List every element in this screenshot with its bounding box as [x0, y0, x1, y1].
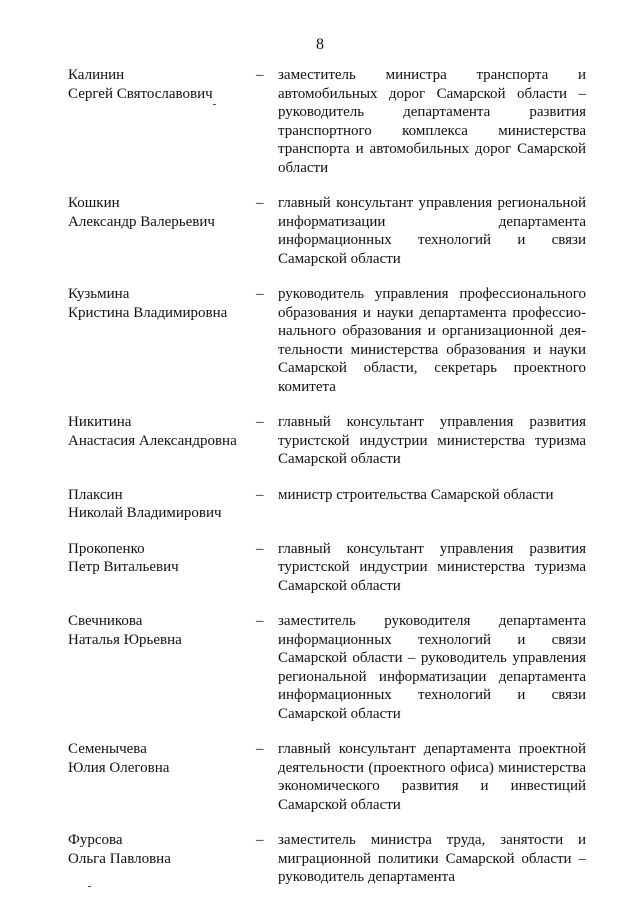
- list-item: [68, 612, 588, 723]
- dash: –: [256, 195, 264, 211]
- surname: Прокопенко: [68, 540, 145, 557]
- surname: Семенычева: [68, 741, 147, 757]
- dash: –: [256, 67, 264, 83]
- person-name: [68, 285, 256, 322]
- given-names: Ольга Павловна: [68, 850, 171, 867]
- list-item: [68, 413, 588, 469]
- scan-speck: [88, 886, 91, 887]
- dash: –: [256, 540, 264, 557]
- person-name: [68, 66, 256, 103]
- given-names: Николай Владимирович: [68, 505, 222, 521]
- person-name: [68, 540, 256, 577]
- person-name: [68, 740, 256, 777]
- position-text: главный консультант управления развития туристской индустрии министерства туризма Самарской области: [278, 414, 586, 467]
- list-item: [68, 740, 588, 814]
- given-names: Наталья Юрьевна: [68, 631, 182, 648]
- person-name: [68, 612, 256, 649]
- surname: Никитина: [68, 414, 132, 430]
- dash: –: [256, 613, 264, 629]
- given-names: Кристина Владимировна: [68, 304, 228, 321]
- given-names: Петр Витальевич: [68, 559, 179, 575]
- dash: –: [256, 486, 264, 503]
- position-text: заместитель руководителя департамента информационных технологий и связи Самарской области – руководитель управления региональной информатизации департамента информационных технологий и связи Самарской области: [278, 613, 586, 722]
- dash: –: [256, 832, 264, 848]
- surname: Калинин: [68, 67, 125, 83]
- position-text: руководитель управления профессионального образования и науки департамента профессионального образования и организационной деятельности министерства образования и науки Самарской области, секретарь проектного комитета: [278, 286, 586, 395]
- list-item: [68, 540, 588, 596]
- member-list: [68, 66, 588, 887]
- position-text: заместитель министра труда, занятости и миграционной политики Самарской области – руководитель департамента: [278, 832, 586, 885]
- surname: Фурсова: [68, 832, 123, 848]
- surname: Кузьмина: [68, 286, 130, 302]
- surname: Кошкин: [68, 195, 120, 211]
- dash: –: [256, 741, 264, 757]
- given-names: Александр Валерьевич: [68, 213, 215, 230]
- position-text: главный консультант управления развития туристской индустрии министерства туризма Самарской области: [278, 540, 586, 594]
- person-name: [68, 194, 256, 231]
- position-text: главный консультант управления региональной информатизации департамента информационных технологий и связи Самарской области: [278, 195, 586, 267]
- position-text: главный консультант департамента проектной деятельности (проектного офиса) министерства экономического развития и инвестиций Самарской области: [278, 741, 586, 813]
- page-number: 8: [316, 36, 324, 53]
- list-item: [68, 194, 588, 268]
- surname: Свечникова: [68, 613, 143, 629]
- person-name: [68, 486, 256, 523]
- given-names: Сергей Святославович: [68, 85, 213, 102]
- list-item: [68, 486, 588, 523]
- person-name: [68, 831, 256, 868]
- dash: –: [256, 286, 264, 302]
- dash: –: [256, 414, 264, 430]
- list-item: [68, 285, 588, 396]
- given-names: Юлия Олеговна: [68, 759, 170, 776]
- position-text: министр строительства Самарской области: [278, 486, 554, 503]
- list-item: [68, 66, 588, 177]
- surname: Плаксин: [68, 486, 123, 503]
- scan-speck: [213, 104, 216, 105]
- given-names: Анастасия Александровна: [68, 432, 237, 449]
- list-item: [68, 831, 588, 887]
- position-text: заместитель министра транспорта и автомобильных дорог Самарской области – руководитель департамента развития транспортного комплекса министерства транспорта и автомобильных дорог Самарской области: [278, 67, 586, 176]
- person-name: [68, 413, 256, 450]
